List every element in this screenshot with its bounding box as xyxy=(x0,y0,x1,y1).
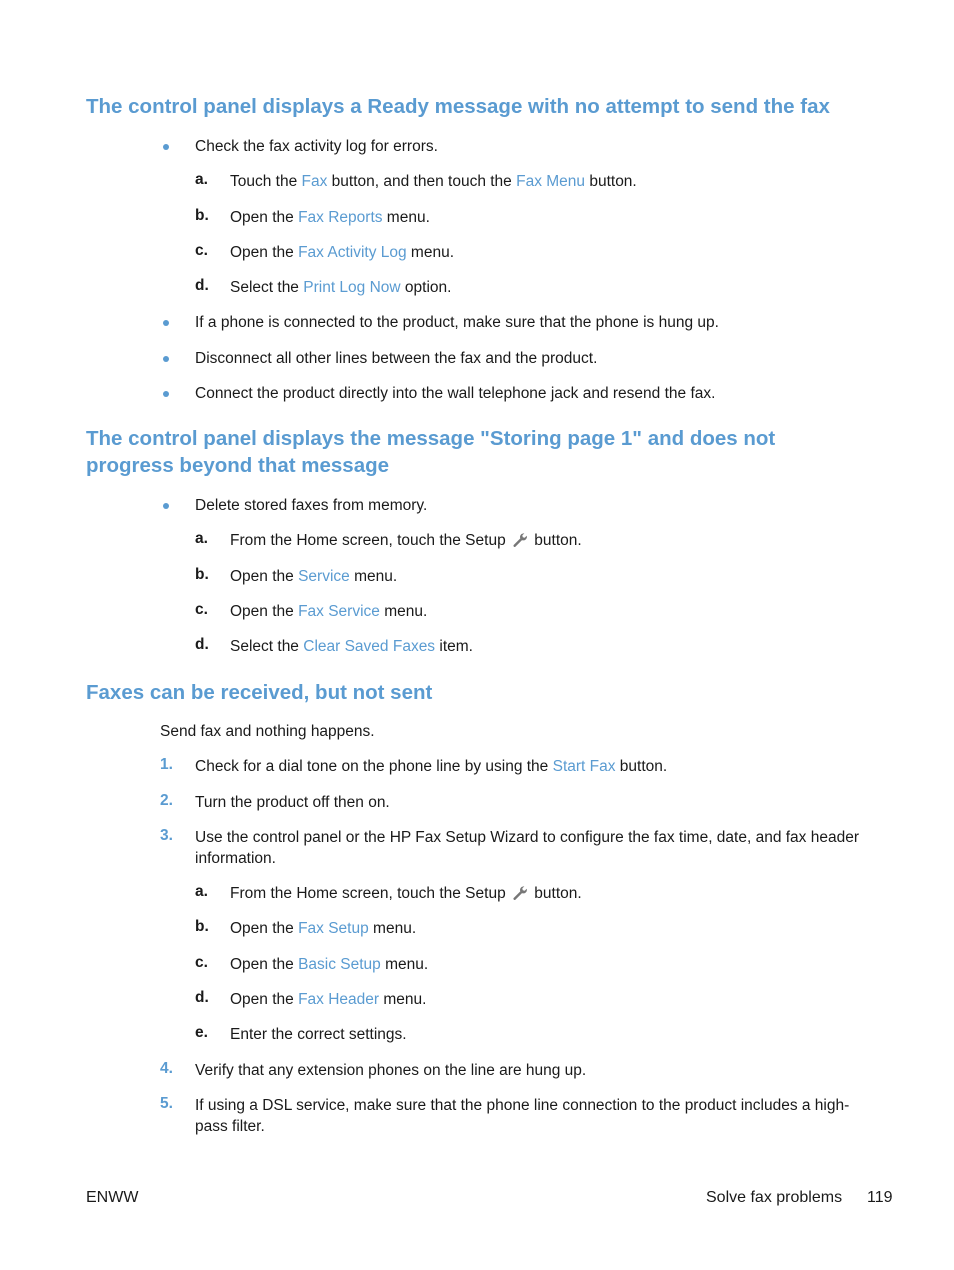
heading-faxes-not-sent: Faxes can be received, but not sent xyxy=(86,681,433,704)
ui-term: Service xyxy=(298,568,350,585)
step-text: Open the Fax Header menu. xyxy=(230,991,427,1008)
bullet-text: Delete stored faxes from memory. xyxy=(195,497,428,514)
heading-storing-page-cont: progress beyond that message xyxy=(86,454,390,477)
intro-text: Send fax and nothing happens. xyxy=(160,723,375,740)
bullet xyxy=(163,356,169,362)
wrench-icon xyxy=(512,885,528,901)
step-text: Open the Basic Setup menu. xyxy=(230,956,429,973)
ui-term: Print Log Now xyxy=(303,279,401,296)
ui-term: Fax xyxy=(301,173,328,190)
ui-term: Fax Setup xyxy=(298,920,369,937)
step-text: Touch the Fax button, and then touch the Fax Menu button. xyxy=(230,173,637,190)
step-text: If using a DSL service, make sure that the phone line connection to the product includes a high- xyxy=(195,1097,850,1114)
step-text-cont: information. xyxy=(195,850,276,867)
step-number: 2. xyxy=(160,792,173,809)
ui-term: Fax Service xyxy=(298,603,380,620)
step-letter: b. xyxy=(195,918,209,935)
ui-term: Fax Menu xyxy=(516,173,586,190)
step-text: From the Home screen, touch the Setup button. xyxy=(230,885,582,902)
step-text: Check for a dial tone on the phone line by using the Start Fax button. xyxy=(195,758,668,775)
footer-section-title: Solve fax problems xyxy=(706,1189,843,1206)
step-number: 3. xyxy=(160,827,173,844)
bullet xyxy=(163,144,169,150)
step-letter: d. xyxy=(195,636,209,653)
ui-term: Fax Activity Log xyxy=(298,244,407,261)
step-letter: a. xyxy=(195,530,208,547)
step-text: From the Home screen, touch the Setup button. xyxy=(230,532,582,549)
step-text: Open the Service menu. xyxy=(230,568,398,585)
step-number: 1. xyxy=(160,756,173,773)
ui-term: Fax Header xyxy=(298,991,380,1008)
step-text: Open the Fax Service menu. xyxy=(230,603,428,620)
bullet-text: Check the fax activity log for errors. xyxy=(195,138,438,155)
bullet xyxy=(163,503,169,509)
step-number: 4. xyxy=(160,1060,173,1077)
heading-ready-message: The control panel displays a Ready message with no attempt to send the fax xyxy=(86,95,830,118)
step-text: Select the Print Log Now option. xyxy=(230,279,452,296)
step-text: Enter the correct settings. xyxy=(230,1026,407,1043)
step-text: Open the Fax Activity Log menu. xyxy=(230,244,455,261)
bullet xyxy=(163,320,169,326)
bullet-text: If a phone is connected to the product, make sure that the phone is hung up. xyxy=(195,314,719,331)
bullet-text: Connect the product directly into the wall telephone jack and resend the fax. xyxy=(195,385,716,402)
bullet xyxy=(163,391,169,397)
step-letter: c. xyxy=(195,242,208,259)
step-text: Turn the product off then on. xyxy=(195,794,390,811)
ui-term: Start Fax xyxy=(552,758,616,775)
step-text-cont: pass filter. xyxy=(195,1118,265,1135)
heading-storing-page: The control panel displays the message "Storing page 1" and does not xyxy=(86,427,776,450)
step-letter: b. xyxy=(195,566,209,583)
step-text: Open the Fax Setup menu. xyxy=(230,920,417,937)
ui-term: Fax Reports xyxy=(298,209,383,226)
step-text: Select the Clear Saved Faxes item. xyxy=(230,638,473,655)
step-letter: d. xyxy=(195,277,209,294)
bullet-text: Disconnect all other lines between the fax and the product. xyxy=(195,350,598,367)
step-letter: a. xyxy=(195,171,208,188)
step-number: 5. xyxy=(160,1095,173,1112)
footer-doc-id: ENWW xyxy=(86,1189,139,1206)
footer-page-number: 119 xyxy=(867,1189,893,1206)
step-letter: a. xyxy=(195,883,208,900)
step-letter: d. xyxy=(195,989,209,1006)
step-text: Open the Fax Reports menu. xyxy=(230,209,430,226)
step-letter: c. xyxy=(195,954,208,971)
step-text: Use the control panel or the HP Fax Setup Wizard to configure the fax time, date, and fax header xyxy=(195,829,860,846)
step-letter: c. xyxy=(195,601,208,618)
step-letter: e. xyxy=(195,1024,208,1041)
ui-term: Basic Setup xyxy=(298,956,381,973)
step-letter: b. xyxy=(195,207,209,224)
wrench-icon xyxy=(512,532,528,548)
step-text: Verify that any extension phones on the line are hung up. xyxy=(195,1062,587,1079)
ui-term: Clear Saved Faxes xyxy=(303,638,436,655)
